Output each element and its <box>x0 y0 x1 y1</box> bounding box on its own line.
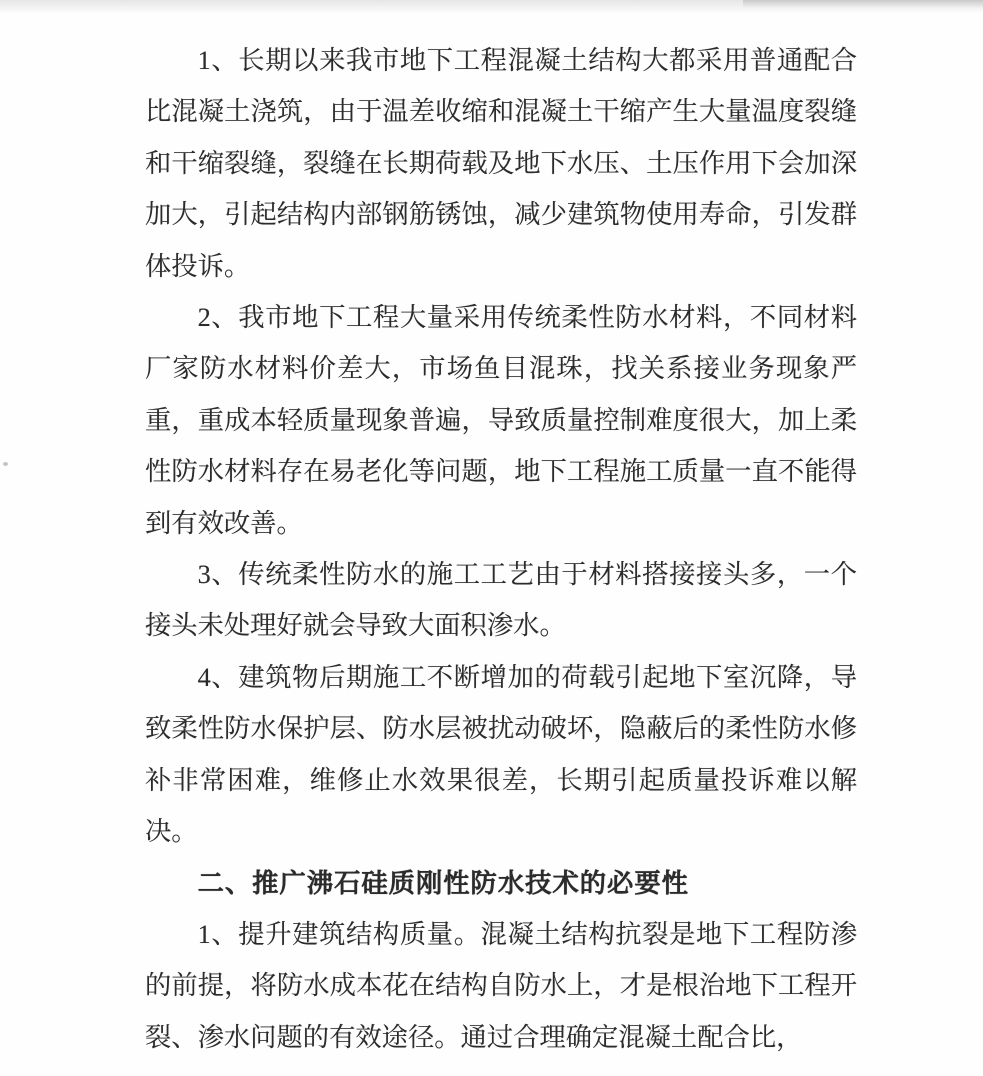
paragraph: 4、建筑物后期施工不断增加的荷载引起地下室沉降，导致柔性防水保护层、防水层被扰动破坏，隐蔽后的柔性防水修补非常困难，维修止水效果很差，长期引起质量投诉难以解决。 <box>145 662 857 847</box>
paragraph: 2、我市地下工程大量采用传统柔性防水材料，不同材料厂家防水材料价差大，市场鱼目混珠，找关系接业务现象严重，重成本轻质量现象普遍，导致质量控制难度很大，加上柔性防水材料存在易老化等问题，地下工程施工质量一直不能得到有效改善。 <box>145 303 857 538</box>
section-heading: 二、推广沸石硅质刚性防水技术的必要性 <box>197 867 689 898</box>
scan-edge-shading <box>0 0 983 14</box>
scan-edge-corner-shading <box>743 0 983 8</box>
document-body <box>145 35 857 1063</box>
paragraph: 1、长期以来我市地下工程混凝土结构大都采用普通配合比混凝土浇筑，由于温差收缩和混凝土干缩产生大量温度裂缝和干缩裂缝，裂缝在长期荷载及地下水压、土压作用下会加深加大，引起结构内部钢筋锈蚀，减少建筑物使用寿命，引发群体投诉。 <box>145 46 857 281</box>
paragraph: 3、传统柔性防水的施工工艺由于材料搭接接头多，一个接头未处理好就会导致大面积渗水。 <box>145 560 857 641</box>
scan-speck-artifact <box>3 462 8 466</box>
paragraph: 1、提升建筑结构质量。混凝土结构抗裂是地下工程防渗的前提，将防水成本花在结构自防水上，才是根治地下工程开裂、渗水问题的有效途径。通过合理确定混凝土配合比， <box>145 919 857 1052</box>
